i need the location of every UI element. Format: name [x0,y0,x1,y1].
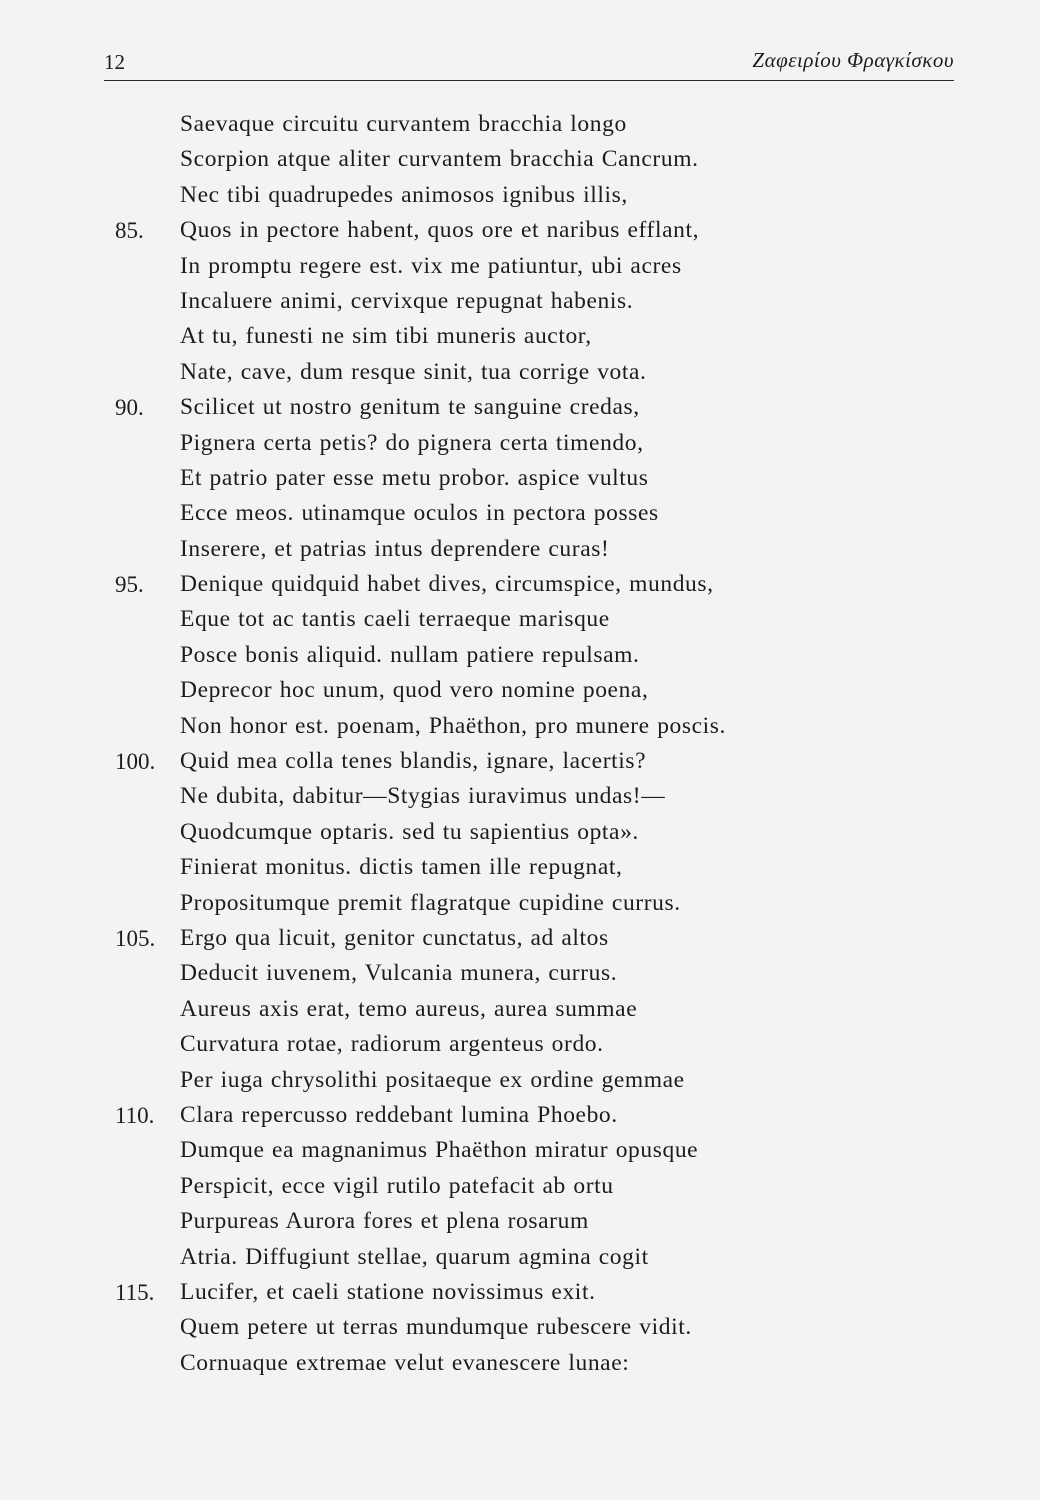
verse-line [100,602,940,637]
verse-text: Ergo qua licuit, genitor cunctatus, ad altos [180,924,609,951]
verse-text: Ecce meos. utinamque oculos in pectora posses [180,500,659,527]
verse-line [100,426,940,461]
verse-line [100,1204,940,1239]
verse-text: Finierat monitus. dictis tamen ille repugnat, [180,854,623,881]
verse-text: Perspicit, ecce vigil rutilo patefacit ab ortu [180,1172,614,1199]
verse-text: Quid mea colla tenes blandis, ignare, lacertis? [180,748,647,775]
verse-line [100,1063,940,1098]
verse-line [100,567,940,602]
verse-text: Denique quidquid habet dives, circumspice, mundus, [180,571,714,598]
verse-line [100,1275,940,1310]
line-number: 95. [115,572,144,598]
verse-text: Curvatura rotae, radiorum argenteus ordo. [180,1031,604,1058]
verse-text: In promptu regere est. vix me patiuntur, ubi acres [180,252,682,279]
verse-line [100,178,940,213]
verse-line [100,850,940,885]
verse-line [100,1240,940,1275]
verse-line [100,992,940,1027]
verse-line [100,744,940,779]
verse-line [100,638,940,673]
verse-line [100,142,940,177]
line-number: 85. [115,218,144,244]
verse-text: Eque tot ac tantis caeli terraeque marisque [180,606,610,633]
verse-text: Quem petere ut terras mundumque rubescere vidit. [180,1314,692,1341]
verse-line [100,1098,940,1133]
verse-text: Nec tibi quadrupedes animosos ignibus illis, [180,181,628,208]
verse-text: Posce bonis aliquid. nullam patiere repulsam. [180,641,640,668]
verse-line [100,496,940,531]
verse-text: Ne dubita, dabitur—Stygias iuravimus undas!— [180,783,666,810]
verse-line [100,673,940,708]
verse-line [100,779,940,814]
verse-text: Scilicet ut nostro genitum te sanguine credas, [180,394,640,421]
verse-text: Nate, cave, dum resque sinit, tua corrige vota. [180,358,647,385]
verse-text: Clara repercusso reddebant lumina Phoebo. [180,1101,618,1128]
verse-text: Incaluere animi, cervixque repugnat habenis. [180,287,634,314]
running-head: Ζαφειρίου Φραγκίσκου [752,48,954,72]
page-number: 12 [104,50,125,74]
verse-text: Cornuaque extremae velut evanescere lunae: [180,1349,630,1376]
line-number: 90. [115,395,144,421]
verse-line [100,461,940,496]
verse-line [100,532,940,567]
verse-line [100,815,940,850]
verse-text: Purpureas Aurora fores et plena rosarum [180,1208,589,1235]
verse-line [100,1027,940,1062]
verse-text: Per iuga chrysolithi positaeque ex ordine gemmae [180,1066,685,1093]
verse-line [100,390,940,425]
verse-text: Aureus axis erat, temo aureus, aurea summae [180,995,638,1022]
page-header [104,44,954,81]
verse-text: Et patrio pater esse metu probor. aspice vultus [180,464,649,491]
verse-text: Pignera certa petis? do pignera certa timendo, [180,429,644,456]
verse-text: Non honor est. poenam, Phaëthon, pro munere poscis. [180,712,727,739]
verse-line [100,355,940,390]
line-number: 115. [115,1279,155,1305]
verse-text: Inserere, et patrias intus deprendere curas! [180,535,610,562]
line-number: 110. [115,1102,155,1128]
verse-line [100,886,940,921]
verse-line [100,213,940,248]
verse-text: Saevaque circuitu curvantem bracchia longo [180,111,627,137]
verse-line [100,249,940,284]
verse-line [100,956,940,991]
verse-text: Quos in pectore habent, quos ore et naribus efflant, [180,217,700,244]
verse-line [100,319,940,354]
verse-text: Deducit iuvenem, Vulcania munera, currus. [180,960,618,987]
verse-line [100,1310,940,1345]
verse-text: Dumque ea magnanimus Phaëthon miratur opusque [180,1137,699,1164]
verse-line [100,284,940,319]
verse-text: Atria. Diffugiunt stellae, quarum agmina cogit [180,1243,649,1270]
verse-text: Deprecor hoc unum, quod vero nomine poena, [180,677,649,704]
verse-line [100,709,940,744]
verse-text: Scorpion atque aliter curvantem bracchia Cancrum. [180,146,699,173]
line-number: 105. [115,925,156,951]
verse-line [100,1133,940,1168]
verse-line [100,1169,940,1204]
verse-text: Quodcumque optaris. sed tu sapientius opta». [180,818,639,845]
verse-line [100,107,940,142]
verse-line [100,1346,940,1381]
verse-line [100,921,940,956]
line-number: 100. [115,749,156,775]
verse-block [100,107,940,1381]
verse-text: At tu, funesti ne sim tibi muneris auctor, [180,323,592,350]
verse-text: Propositumque premit flagratque cupidine currus. [180,889,681,916]
verse-text: Lucifer, et caeli statione novissimus exit. [180,1278,596,1305]
